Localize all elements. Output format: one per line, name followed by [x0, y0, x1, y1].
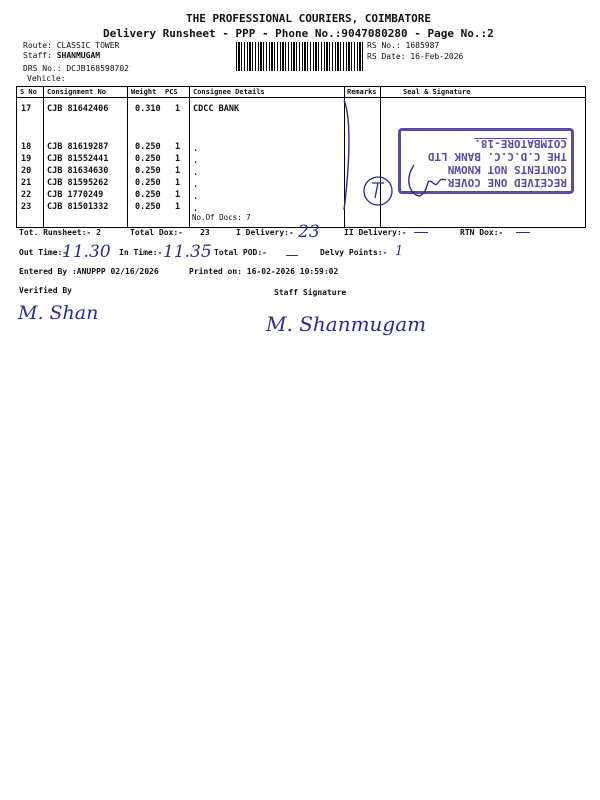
row-sno: 22	[21, 190, 32, 200]
staff-signature-label: Staff Signature	[274, 288, 347, 297]
row-weight: 0.250	[135, 166, 161, 176]
row-sno: 19	[21, 154, 32, 164]
delvy-points-hand: 1	[395, 244, 404, 259]
rs-number: RS No.: 1685987	[367, 41, 440, 50]
rs-date: RS Date: 16-Feb-2026	[367, 52, 464, 61]
row-consignment: CJB 1770249	[47, 190, 104, 200]
no-of-docs: No.Of Docs: 7	[192, 213, 251, 222]
col-pcs: PCS	[165, 88, 178, 96]
row-consignment: CJB 81619287	[47, 142, 109, 152]
col-remarks: Remarks	[347, 88, 377, 96]
stamp-line-3: THE C.D.C.C. BANK LTD	[427, 150, 567, 163]
drs-number: DRS No.: DCJB168598702	[23, 64, 129, 73]
row-consignee: .	[193, 156, 199, 166]
row-consignee: .	[193, 192, 199, 202]
row-sno: 23	[21, 202, 32, 212]
out-time-label: Out Time:-	[19, 248, 68, 257]
row-pcs: 1	[175, 166, 181, 176]
delvy-points-label: Delvy Points:-	[320, 248, 388, 257]
ii-delivery-dash	[414, 232, 428, 233]
row-pcs: 1	[175, 190, 181, 200]
company-title: THE PROFESSIONAL COURIERS, COIMBATORE	[186, 12, 432, 25]
out-time-hand: 11.30	[62, 242, 111, 262]
barcode	[236, 42, 364, 71]
i-delivery-hand: 23	[298, 222, 320, 242]
row-weight: 0.250	[135, 202, 161, 212]
total-pod-label: Total POD:-	[214, 248, 267, 257]
staff	[23, 51, 100, 60]
col-consignment: Consignment No	[47, 88, 107, 96]
row-consignment: CJB 81634630	[47, 166, 109, 176]
staff-name: SHANMUGAM	[56, 51, 101, 60]
staff-signature: M. Shanmugam	[266, 312, 427, 336]
row-pcs: 1	[175, 154, 181, 164]
row-sno: 17	[21, 104, 32, 114]
col-seal: Seal & Signature	[403, 88, 471, 96]
rtn-dox-label: RTN Dox:-	[460, 228, 504, 237]
i-delivery-label: I Delivery:-	[236, 228, 294, 237]
total-pod-dash	[286, 255, 298, 256]
total-dox-value: 23	[200, 228, 210, 237]
col-weight: Weight	[131, 88, 157, 96]
verified-signature: M. Shan	[18, 302, 99, 324]
staff-label: Staff:	[23, 51, 57, 60]
rtn-dox-dash	[516, 232, 530, 233]
row-consignment: CJB 81552441	[47, 154, 109, 164]
row-pcs: 1	[175, 202, 181, 212]
row-sno: 20	[21, 166, 32, 176]
row-consignment: CJB 81501332	[47, 202, 109, 212]
row-sno: 18	[21, 142, 32, 152]
row-consignee: CDCC BANK	[193, 104, 240, 114]
entered-by: Entered By :ANUPPP 02/16/2026	[19, 267, 159, 276]
in-time-hand: 11.35	[163, 242, 212, 262]
row-weight: 0.250	[135, 142, 161, 152]
total-dox-label: Total Dox:-	[130, 228, 183, 237]
row-consignment: CJB 81595262	[47, 178, 109, 188]
stamp-line-4: COIMBATORE-18.	[474, 137, 567, 150]
stamp-line-1: RECEIVED ONE COVER	[447, 176, 567, 189]
row-weight: 0.250	[135, 154, 161, 164]
printed-on: Printed on: 16-02-2026 10:59:02	[189, 267, 339, 276]
row-weight: 0.250	[135, 190, 161, 200]
row-consignee: .	[193, 204, 199, 214]
row-weight: 0.310	[135, 104, 161, 114]
stamp-line-2: CONTENTS NOT KNOWN	[447, 163, 567, 176]
row-consignee: .	[193, 180, 199, 190]
col-consignee: Consignee Details	[193, 88, 265, 96]
vehicle: Vehicle:	[27, 74, 66, 83]
row-consignee: .	[193, 168, 199, 178]
bank-stamp	[398, 128, 574, 194]
route: Route: CLASSIC TOWER	[23, 41, 120, 50]
row-pcs: 1	[175, 178, 181, 188]
ii-delivery-label: II Delivery:-	[344, 228, 407, 237]
runsheet-subtitle: Delivery Runsheet - PPP - Phone No.:9047080280 - Page No.:2	[103, 27, 494, 40]
col-sno: S No	[20, 88, 37, 96]
row-sno: 21	[21, 178, 32, 188]
row-consignee: .	[193, 144, 199, 154]
tot-runsheet: Tot. Runsheet:- 2	[19, 228, 101, 237]
row-pcs: 1	[175, 142, 181, 152]
in-time-label: In Time:-	[119, 248, 163, 257]
verified-by-label: Verified By	[19, 286, 72, 295]
row-pcs: 1	[175, 104, 181, 114]
row-consignment: CJB 81642406	[47, 104, 109, 114]
row-weight: 0.250	[135, 178, 161, 188]
